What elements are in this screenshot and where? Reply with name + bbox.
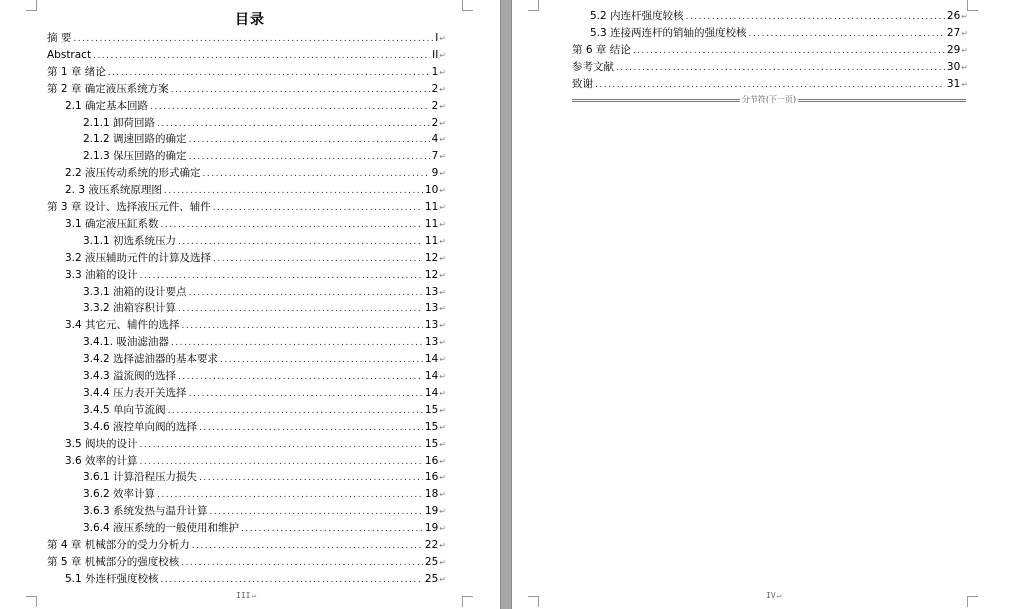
toc-entry[interactable] [590,8,968,25]
toc-entry-page: 13↵ [424,302,446,315]
toc-entry-page: II↵ [432,48,446,61]
dot-leader [178,234,423,251]
toc-entry-title: 3.4.1. 吸油滤油器 [83,336,169,349]
toc-entry-page: 22↵ [424,539,446,551]
toc-entry-page: I↵ [435,32,446,44]
dot-leader [108,65,430,82]
toc-entry[interactable] [83,419,446,436]
toc-entry-page: 25↵ [424,572,446,585]
dot-leader [595,77,945,94]
toc-entry[interactable] [65,436,446,453]
toc-entry-page: 15↵ [424,420,446,433]
toc-entry-page: 13↵ [424,285,446,298]
dot-leader [93,48,430,65]
dot-leader [686,9,945,26]
toc-entry-page: 29↵ [946,44,968,56]
toc-entry-page: 10↵ [424,184,446,197]
toc-entry-page: 14↵ [424,386,446,399]
toc-entry[interactable] [47,199,446,216]
toc-entry[interactable] [83,284,446,301]
toc-entry-page: 15↵ [424,437,446,450]
toc-entry-page: 1↵ [431,65,446,78]
toc-entry-title: 2.1.1 卸荷回路 [83,116,156,129]
toc-entry-title: 5.1 外连杆强度校核 [65,572,159,585]
section-break-label: 分节符(下一页) [741,95,797,104]
toc-entry-title: 2.1.3 保压回路的确定 [83,150,187,163]
toc-entry-page: 13↵ [424,336,446,349]
dot-leader [199,470,423,487]
dot-leader [199,420,423,437]
toc-entry-title: 3.4.5 单向节流阀 [83,403,166,416]
toc-entry-page: 19↵ [424,522,446,535]
toc-entry-page: 16↵ [424,454,446,467]
toc-entry-title: 第 6 章 结论 [572,44,631,56]
dot-leader [192,538,423,555]
toc-entry-page: 14↵ [424,370,446,382]
toc-entry[interactable] [83,402,446,419]
toc-entry[interactable] [83,385,446,402]
toc-entry[interactable] [47,537,446,554]
crop-mark [528,596,539,607]
document-page-right [512,0,1026,609]
toc-entry-title: 3.6.2 效率计算 [83,488,156,501]
toc-entry-title: 5.3 连接两连杆的销轴的强度校核 [590,27,747,39]
toc-entry[interactable] [65,216,446,233]
toc-entry-page: 11↵ [424,217,446,230]
dot-leader [189,285,423,302]
toc-entry[interactable] [47,30,446,47]
toc-entry-page: 12↵ [424,251,446,264]
dot-leader [157,487,423,504]
toc-entry[interactable] [65,317,446,334]
toc-entry-page: 25↵ [424,555,446,568]
toc-entry-title: 3.6.3 系统发热与温升计算 [83,505,208,518]
crop-mark [967,596,978,607]
toc-entry[interactable] [65,98,446,115]
toc-entry-page: 11↵ [424,234,446,247]
toc-entry-title: 第 3 章 设计、选择液压元件、辅件 [47,201,211,213]
toc-entry-page: 18↵ [424,488,446,501]
toc-entry-title: 3.6.1 计算沿程压力损失 [83,471,198,484]
crop-mark [967,0,978,11]
dot-leader [73,31,433,48]
page-number-footer: III↵ [236,591,257,600]
toc-entry-page: 4↵ [431,133,446,146]
dot-leader [164,183,423,200]
dot-leader [203,166,430,183]
toc-entry[interactable] [572,59,968,76]
toc-entry-title: 第 2 章 确定液压系统方案 [47,82,169,95]
dot-leader [168,403,423,420]
dot-leader [213,251,423,268]
toc-entry-title: 3.6.4 液压系统的一般使用和维护 [83,522,240,535]
toc-entry[interactable] [65,182,446,199]
toc-entry-title: 3.2 液压辅助元件的计算及选择 [65,251,212,264]
dot-leader [241,521,423,538]
toc-entry-title: 3.3.1 油箱的设计要点 [83,285,187,298]
toc-entry-page: 13↵ [424,319,446,332]
dot-leader [181,555,423,572]
toc-entry[interactable] [47,81,446,98]
toc-entry-page: 31↵ [946,78,968,90]
toc-entry[interactable] [83,368,446,385]
toc-entry[interactable] [83,351,446,368]
page-number-footer: IV↵ [766,591,782,600]
toc-entry[interactable] [47,554,446,571]
page-gutter [500,0,512,609]
toc-entry-page: 2↵ [431,82,446,95]
toc-entry-title: 第 4 章 机械部分的受力分析力 [47,539,190,551]
dot-leader [171,82,430,99]
toc-entry-title: 3.4 其它元、辅件的选择 [65,319,180,332]
toc-entry-page: 16↵ [424,471,446,484]
toc-entry[interactable] [83,469,446,486]
toc-entry-title: 致谢 [572,78,593,90]
toc-entry-page: 9↵ [431,167,446,180]
dot-leader [140,268,423,285]
toc-entry-title: 3.4.3 溢流阀的选择 [83,370,177,382]
dot-leader [140,437,423,454]
dot-leader [161,217,423,234]
toc-entry-title: 第 1 章 绪论 [47,65,106,78]
dot-leader [178,301,423,318]
dot-leader [140,454,423,471]
crop-mark [528,0,539,11]
toc-entry-title: 2.1.2 调速回路的确定 [83,133,187,146]
toc-entry-title: 3.5 阀块的设计 [65,437,138,450]
toc-entry-page: 2↵ [431,116,446,129]
dot-leader [210,504,423,521]
toc-entry-page: 14↵ [424,353,446,366]
toc-entry[interactable] [83,233,446,250]
dot-leader [189,149,430,166]
toc-entry[interactable] [65,571,446,588]
toc-entry-title: 摘 要 [47,32,72,44]
dot-leader [157,116,430,133]
toc-entry[interactable] [572,76,968,93]
dot-leader [220,352,423,369]
toc-entry[interactable] [83,503,446,520]
toc-entry-page: 7↵ [431,150,446,163]
toc-entry-title: Abstract [47,48,92,61]
crop-mark [26,596,37,607]
toc-entry-title: 2. 3 液压系统原理图 [65,184,162,197]
toc-entry-page: 27↵ [946,27,968,39]
dot-leader [633,43,945,60]
toc-entry-page: 11↵ [424,201,446,213]
toc-entry-page: 2↵ [431,99,446,112]
toc-entry-title: 2.1 确定基本回路 [65,99,149,112]
toc-entry[interactable] [590,25,968,42]
toc-entry-title: 3.3.2 油箱容积计算 [83,302,177,315]
toc-entry[interactable] [65,453,446,470]
toc-entry-page: 15↵ [424,403,446,416]
toc-entry-title: 3.4.2 选择滤油器的基本要求 [83,353,219,366]
toc-entry[interactable] [83,300,446,317]
toc-entry-page: 30↵ [946,61,968,73]
dot-leader [213,200,423,217]
toc-entry-title: 3.6 效率的计算 [65,454,138,467]
toc-entry[interactable] [83,131,446,148]
document-page-left [0,0,500,609]
dot-leader [171,335,423,352]
dot-leader [161,572,423,589]
toc-entry-title: 3.1.1 初选系统压力 [83,234,177,247]
toc-entry[interactable] [47,47,446,64]
toc-entry[interactable] [83,334,446,351]
dot-leader [150,99,430,116]
crop-mark [462,596,473,607]
dot-leader [189,386,423,403]
toc-entry[interactable] [47,64,446,81]
toc-entry[interactable] [65,165,446,182]
toc-entry-page: 12↵ [424,268,446,281]
toc-entry[interactable] [83,486,446,503]
toc-entry[interactable] [83,148,446,165]
dot-leader [749,26,945,43]
toc-entry-title: 参考文献 [572,61,614,73]
dot-leader [616,60,945,77]
toc-entry[interactable] [572,42,968,59]
toc-entry[interactable] [83,115,446,132]
dot-leader [189,132,430,149]
toc-entry[interactable] [65,250,446,267]
toc-title: 目录 [235,12,265,28]
dot-leader [182,318,423,335]
dot-leader [178,369,423,386]
toc-entry-title: 3.4.4 压力表开关选择 [83,386,187,399]
toc-entry-title: 3.4.6 液控单向阀的选择 [83,420,198,433]
toc-entry-title: 第 5 章 机械部分的强度校核 [47,555,180,568]
toc-entry-title: 3.3 油箱的设计 [65,268,138,281]
toc-entry-title: 5.2 内连杆强度较核 [590,10,684,22]
toc-entry[interactable] [65,267,446,284]
toc-entry-page: 26↵ [946,10,968,22]
toc-entry-title: 3.1 确定液压缸系数 [65,217,159,230]
section-break [572,96,966,106]
toc-entry-page: 19↵ [424,505,446,518]
toc-entry[interactable] [83,520,446,537]
toc-entry-title: 2.2 液压传动系统的形式确定 [65,167,201,180]
